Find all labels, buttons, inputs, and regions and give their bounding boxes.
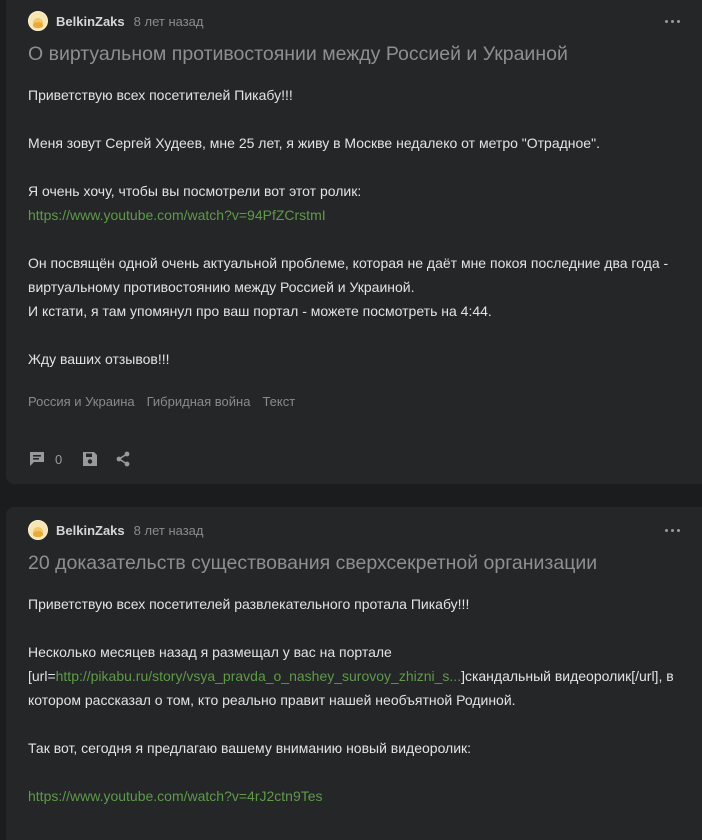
- story-footer: [28, 449, 131, 469]
- comments-count: 0: [55, 451, 63, 467]
- paragraph: Приветствую всех посетителей развлекательного протала Пикабу!!!: [28, 596, 470, 612]
- paragraph: Я очень хочу, чтобы вы посмотрели вот этот ролик:: [28, 183, 362, 199]
- avatar[interactable]: [28, 520, 48, 540]
- youtube-link[interactable]: https://www.youtube.com/watch?v=94PfZCrstmI: [28, 207, 326, 223]
- story-header: [28, 9, 680, 33]
- post-time: 8 лет назад: [133, 522, 204, 538]
- avatar[interactable]: [28, 11, 48, 31]
- story-card: [6, 507, 702, 840]
- share-button[interactable]: [115, 451, 131, 467]
- post-time: 8 лет назад: [133, 13, 204, 29]
- author-name[interactable]: BelkinZaks: [56, 522, 125, 538]
- paragraph: Жду ваших отзывов!!!: [28, 351, 170, 367]
- paragraph: И кстати, я там упомянул про ваш портал - можете посмотреть на 4:44.: [28, 303, 492, 319]
- pikabu-link[interactable]: http://pikabu.ru/story/vsya_pravda_o_nashey_surovoy_zhizni_s...: [55, 668, 462, 684]
- paragraph: Несколько месяцев назад я размещал у вас на портале: [28, 644, 392, 660]
- more-icon[interactable]: [659, 523, 680, 538]
- story-content: [28, 83, 682, 371]
- paragraph: Приветствую всех посетителей Пикабу!!!: [28, 87, 293, 103]
- tag[interactable]: Гибридная война: [146, 394, 251, 409]
- paragraph: виртуальному противостоянию между Россией и Украиной.: [28, 279, 415, 295]
- paragraph: [url=http://pikabu.ru/story/vsya_pravda_o_nashey_surovoy_zhizni_s...]скандальный видеоролик[/url], в: [28, 668, 674, 684]
- tag[interactable]: Россия и Украина: [28, 394, 135, 409]
- author-name[interactable]: BelkinZaks: [56, 13, 125, 29]
- save-icon: [82, 451, 98, 467]
- comments-button[interactable]: [28, 450, 62, 468]
- story-content: [28, 592, 682, 808]
- story-title[interactable]: О виртуальном противостоянии между Россией и Украиной: [28, 43, 568, 65]
- paragraph: котором рассказал о том, кто реально правит нашей необъятной Родиной.: [28, 692, 516, 708]
- story-header: [28, 518, 680, 542]
- tag-list: [28, 394, 295, 409]
- save-button[interactable]: [82, 451, 98, 467]
- story-title[interactable]: 20 доказательств существования сверхсекретной организации: [28, 552, 598, 574]
- youtube-link[interactable]: https://www.youtube.com/watch?v=4rJ2ctn9Tes: [28, 788, 323, 804]
- story-card: [6, 0, 702, 484]
- tag[interactable]: Текст: [262, 394, 296, 409]
- paragraph: Так вот, сегодня я предлагаю вашему вниманию новый видеоролик:: [28, 740, 472, 756]
- share-icon: [115, 451, 131, 467]
- comment-icon: [28, 450, 46, 468]
- more-icon[interactable]: [659, 14, 680, 29]
- paragraph: Он посвящён одной очень актуальной проблеме, которая не даёт мне покоя последние два года -: [28, 255, 669, 271]
- paragraph: Меня зовут Сергей Худеев, мне 25 лет, я живу в Москве недалеко от метро "Отрадное".: [28, 135, 600, 151]
